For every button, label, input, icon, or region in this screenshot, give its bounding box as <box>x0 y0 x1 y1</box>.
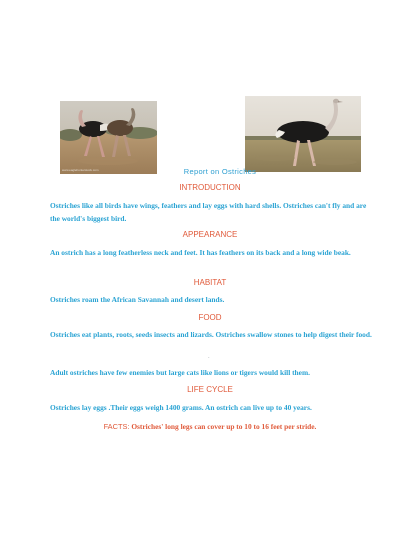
heading-appearance: APPEARANCE <box>182 230 238 239</box>
paragraph-food: Ostriches eat plants, roots, seeds insects and lizards. Ostriches swallow stones to help digest their food. <box>50 330 372 339</box>
ostrich-photo <box>245 96 361 172</box>
facts-text: Ostriches' long legs can cover up to 10 to 16 feet per stride. <box>131 422 317 431</box>
facts-label: FACTS: <box>103 422 130 431</box>
paragraph-life-cycle: Ostriches lay eggs .Their eggs weigh 1400 grams. An ostrich can live up to 40 years. <box>50 403 312 412</box>
ostrich-pair-image <box>60 101 157 174</box>
paragraph-predators: Adult ostriches have few enemies but large cats like lions or tigers would kill them. <box>50 368 310 377</box>
heading-predators: . <box>208 354 210 360</box>
facts-line <box>0 422 420 431</box>
paragraph-habitat: Ostriches roam the African Savannah and desert lands. <box>50 295 225 304</box>
report-title <box>0 167 420 176</box>
paragraph-appearance: An ostrich has a long featherless neck and feet. It has feathers on its back and a long wide beak. <box>50 248 351 257</box>
ostrich-image <box>245 96 361 172</box>
heading-introduction: INTRODUCTION <box>179 183 241 192</box>
heading-food: FOOD <box>198 313 222 322</box>
report-title-text: Report on Ostriches <box>183 167 257 176</box>
photo-watermark: www.eaglehunterstock.com <box>62 168 99 172</box>
heading-life-cycle: LIFE CYCLE <box>187 385 233 394</box>
ostrich-pair-photo <box>60 101 157 174</box>
paragraph-introduction: Ostriches like all birds have wings, feathers and lay eggs with hard shells. Ostriches can't fly and are the world's biggest bird. <box>50 201 367 223</box>
heading-habitat: HABITAT <box>193 278 227 287</box>
